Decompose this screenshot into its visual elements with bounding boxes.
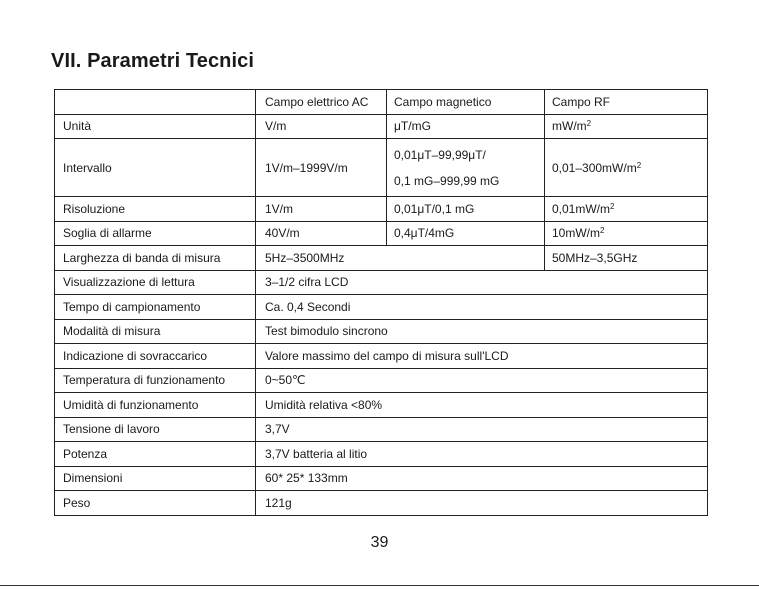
magnetic-value: 0,01μT/0,1 mG [387,197,545,222]
row-value: 121g [256,491,708,516]
row-label: Soglia di allarme [55,221,256,246]
row-value: 3,7V batteria al litio [256,442,708,467]
row-label: Umidità di funzionamento [55,393,256,418]
rf-exponent: 2 [610,201,615,211]
row-value: 60* 25* 133mm [256,466,708,491]
row-label: Tensione di lavoro [55,417,256,442]
row-label: Intervallo [55,139,256,197]
table-row-sovraccarico [55,344,708,369]
row-label: Peso [55,491,256,516]
table-row-tensione [55,417,708,442]
rf-unit: mW/m [552,119,587,134]
table-row-tempo [55,295,708,320]
table-row-unita [55,114,708,139]
header-electric-field: Campo elettrico AC [256,90,387,115]
table-row-temperatura [55,368,708,393]
header-empty-cell [55,90,256,115]
rf-range: 0,01–300mW/m [552,160,637,175]
row-label: Visualizzazione di lettura [55,270,256,295]
electric-value: 1V/m–1999V/m [256,139,387,197]
row-label: Unità [55,114,256,139]
table-row-peso [55,491,708,516]
table-row-intervallo [55,139,708,197]
row-label: Indicazione di sovraccarico [55,344,256,369]
row-label: Potenza [55,442,256,467]
table-row-umidita [55,393,708,418]
row-label: Tempo di campionamento [55,295,256,320]
rf-value [545,197,708,222]
row-value: Ca. 0,4 Secondi [256,295,708,320]
row-label: Temperatura di funzionamento [55,368,256,393]
table-row-dimensioni [55,466,708,491]
table-header-row [55,90,708,115]
rf-threshold: 10mW/m [552,226,600,241]
table-row-potenza [55,442,708,467]
rf-value [545,221,708,246]
header-magnetic-field: Campo magnetico [387,90,545,115]
table-row-larghezza [55,246,708,271]
magnetic-value: 0,4μT/4mG [387,221,545,246]
row-value: Test bimodulo sincrono [256,319,708,344]
rf-value [545,114,708,139]
rf-resolution: 0,01mW/m [552,201,611,216]
rf-exponent: 2 [636,160,642,170]
electric-value: 40V/m [256,221,387,246]
row-value: 3,7V [256,417,708,442]
section-title: VII. Parametri Tecnici [51,50,255,72]
row-value: 0~50℃ [256,368,708,393]
magnetic-range-milligauss: 0,1 mG–999,99 mG [394,173,500,188]
row-label: Modalità di misura [55,319,256,344]
header-rf-field: Campo RF [545,90,708,115]
row-value: Umidità relativa <80% [256,393,708,418]
magnetic-value: μT/mG [387,114,545,139]
electric-value: V/m [256,114,387,139]
table-row-visualizzazione [55,270,708,295]
row-label: Larghezza di banda di misura [55,246,256,271]
table-row-risoluzione [55,197,708,222]
rf-value: 50MHz–3,5GHz [545,246,708,271]
magnetic-range-microtesla: 0,01μT–99,99μT/ [394,147,486,162]
row-value: 3–1/2 cifra LCD [256,270,708,295]
row-label: Risoluzione [55,197,256,222]
rf-exponent: 2 [600,226,605,236]
table-row-modalita [55,319,708,344]
row-value: Valore massimo del campo di misura sull'LCD [256,344,708,369]
rf-exponent: 2 [586,119,592,129]
rf-value [545,139,708,197]
electric-value: 1V/m [256,197,387,222]
bottom-divider [0,585,759,586]
row-label: Dimensioni [55,466,256,491]
technical-parameters-table [54,89,708,516]
page-number: 39 [370,534,389,551]
bandwidth-value: 5Hz–3500MHz [256,246,545,271]
table-row-soglia [55,221,708,246]
magnetic-value [387,139,545,197]
